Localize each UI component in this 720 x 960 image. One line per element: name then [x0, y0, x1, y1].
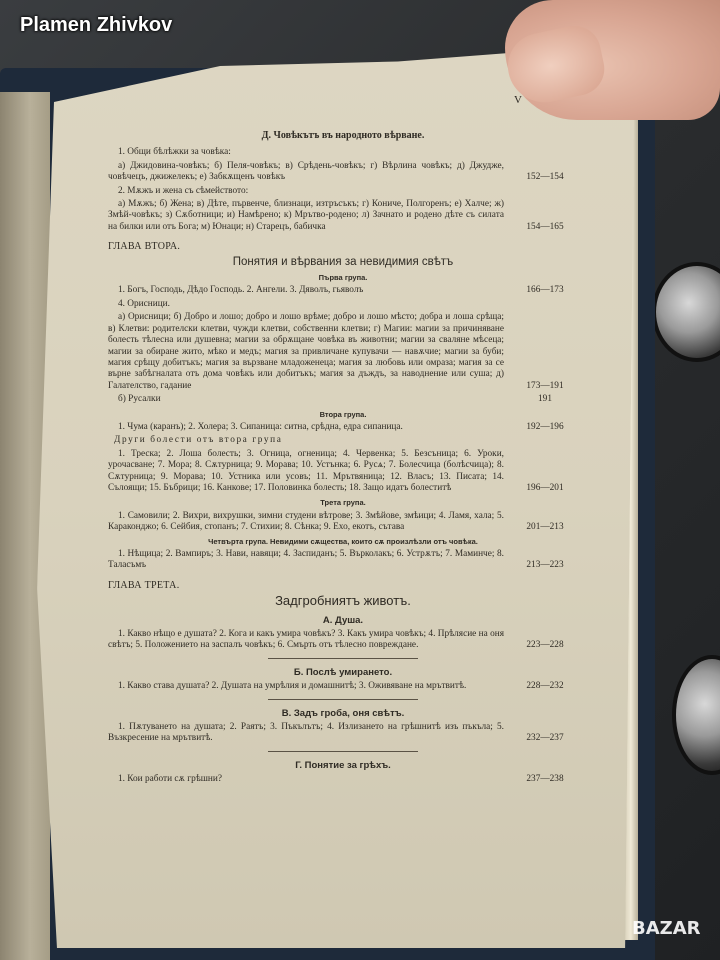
group-heading: Втора група. [319, 409, 367, 419]
entry-text: 1. Пѫтуването на душата; 2. Раятъ; 3. Пъкълътъ; 4. Излизането на грѣшнитѣ изъ пъкъла; 5. Възкресение на мрътвитѣ. [108, 722, 504, 744]
entry-pages: 213—223 [526, 560, 564, 571]
entry-text: б) Русалки [118, 394, 161, 405]
chapter-title: Понятия и вѣрвания за невидимия свѣтъ [232, 255, 454, 268]
subgroup-heading: Други болести отъ втора група [114, 435, 283, 446]
entry-pages: 192—196 [526, 421, 564, 432]
divider [268, 699, 418, 700]
toc-entry [108, 511, 578, 534]
entry-pages: 201—213 [526, 522, 564, 533]
watermark: Plamen Zhivkov [20, 14, 173, 36]
subsection-heading: Б. Послѣ умирането. [293, 666, 393, 678]
chapter-label: ГЛАВА ВТОРА. [108, 241, 181, 253]
item-label: 4. Орисници. [118, 298, 170, 309]
entry-text: 1. Самовили; 2. Вихри, вихрушки, зимни студени вѣтрове; 3. Змѣйове, змѣици; 4. Ламя, хала; 5. Караконджо; 6. Сейбия, стопанъ; 7. Стихии; 8. Сѣнка; 9. Ехо, екотъ, сътава [108, 510, 504, 533]
toc-entry [108, 549, 578, 572]
bazar-logo: BAZAR [632, 918, 701, 939]
toc-entry [108, 199, 578, 233]
entry-pages: 154—165 [526, 221, 564, 232]
entry-pages: 166—173 [526, 285, 564, 296]
page-number: V [514, 94, 522, 106]
entry-text: а) Орисници; б) Добро и лошо; добро и лошо врѣме; добро и лошо мѣсто; добра и лоша срѣща; в) Клетви: родителски клетви, чужди клетви, собственни клетви; г) Магии: магии за причиняване болесть тѣлесна или душевна; магии за обрѫщане човѣка въ животни; магии за сваляне мѣсеца; магии за обиране жито, мѣко и медъ; магия за привличане купувачи — навѫчие; магии за буби; магия срѣщу добитъкъ; магия за вързване младоженеца; магия за любовь или омраза; магия за се върне забѣгналата отъ дома човѣкъ или добитъкъ; магия за дъждъ, за наводнение или суша; д) Галателство, гадание [108, 312, 504, 391]
entry-text: 1. Кои работи сѫ грѣшни? [118, 774, 222, 785]
subsection-heading: Г. Понятие за грѣхъ. [295, 759, 391, 771]
entry-pages: 173—191 [526, 380, 564, 391]
toc-entry [108, 722, 578, 745]
entry-pages: 191 [538, 394, 552, 405]
toc-entry [108, 681, 578, 692]
group-heading: Четвърта група. Невидими сѫщества, които сѫ произлѣзли отъ човѣка. [208, 536, 478, 546]
entry-text: 1. Богъ, Господь, Дѣдо Господь. 2. Ангели. 3. Дяволъ, гьяволъ [118, 285, 364, 296]
group-heading: Трета група. [320, 498, 366, 508]
entry-text: 1. Треска; 2. Лоша болесть; 3. Огница, огненица; 4. Червенка; 5. Безсъница; 6. Уроки, урочасване; 7. Мора; 8. Сѫтурница; 9. Морава; 10. Устънка; 6. Русѧ; 7. Болесчица (болѣсчица); 8. Сѫтурница; 9. Морава; 10. Устника или усовъ; 11. Мрътвяница; 12. Власъ; 13. Писата; 14. Сълоящи; 15. Бъбрици; 16. Канкове; 17. Половинка болесть; 18. Защо идатъ болеститѣ [108, 448, 504, 493]
item-label: 2. Мѫжъ и жена съ сѣмейството: [118, 185, 249, 196]
entry-text: а) Джидовина-човѣкъ; б) Пеля-човѣкъ; в) Срѣдень-човѣкъ; г) Вѣрлина човѣкъ; д) Джудже, човѣчецъ, джижелекъ; е) Забкѫщенъ човѣкъ [108, 160, 504, 183]
entry-text: 1. Нѣщица; 2. Вампиръ; 3. Нави, навяци; 4. Заспиданъ; 5. Върколакъ; 6. Устрѫтъ; 7. Маминче; 8. Таласъмъ [108, 549, 504, 571]
subsection-heading: А. Душа. [322, 614, 364, 626]
entry-pages: 237—238 [526, 774, 564, 785]
entry-text: 1. Какво става душата? 2. Душата на умрѣлия и домашнитѣ; 3. Оживяване на мрътвитѣ. [118, 681, 467, 692]
divider [268, 751, 418, 752]
entry-pages: 196—201 [526, 482, 564, 493]
item-label: 1. Общи бѣлѣжки за човѣка: [118, 147, 231, 158]
divider [268, 658, 418, 659]
toc-entry [108, 422, 578, 433]
entry-pages: 152—154 [526, 172, 564, 183]
toc-entry [108, 161, 578, 184]
entry-text: 1. Чума (каранъ); 2. Холера; 3. Сипаница: ситна, срѣдна, едра сипаница. [118, 421, 403, 432]
entry-text: 1. Какво нѣщо е душата? 2. Кога и какъ умира човѣкъ? 3. Какъ умира човѣкъ; 4. Прѣлясие на оня свѣтъ; 5. Положението на заспалъ човѣкъ; 6. Смърть отъ тѣлесно повреждане. [108, 629, 504, 651]
chapter-label: ГЛАВА ТРЕТА. [108, 579, 180, 591]
toc-entry [108, 285, 578, 296]
toc-entry [108, 449, 578, 495]
section-heading: Д. Човѣкътъ въ народното вѣрване. [261, 130, 425, 141]
chapter-title: Задгробниятъ животъ. [275, 593, 411, 609]
table-of-contents [108, 90, 578, 788]
entry-pages: 223—228 [526, 640, 564, 651]
toc-entry [108, 312, 578, 392]
entry-pages: 228—232 [526, 681, 564, 692]
entry-text: а) Мѫжъ; б) Жена; в) Дѣте, първенче, близнаци, изтръсъкъ; г) Кониче, Полгоренъ; е) Халче; ж) Змѣй-човѣкъ; з) Сѫботници; и) Намѣрено; к) Мрътво-родено; л) Зачнато и родено дѣте съ силата на билки или отъ Бога; м) Юнаци; н) Старецъ, бабичка [108, 199, 504, 232]
group-heading: Първа група. [318, 273, 368, 283]
toc-entry [108, 394, 578, 405]
toc-entry [108, 629, 578, 652]
subsection-heading: В. Задъ гроба, оня свѣтъ. [281, 707, 405, 719]
toc-entry [108, 774, 578, 785]
entry-pages: 232—237 [526, 733, 564, 744]
